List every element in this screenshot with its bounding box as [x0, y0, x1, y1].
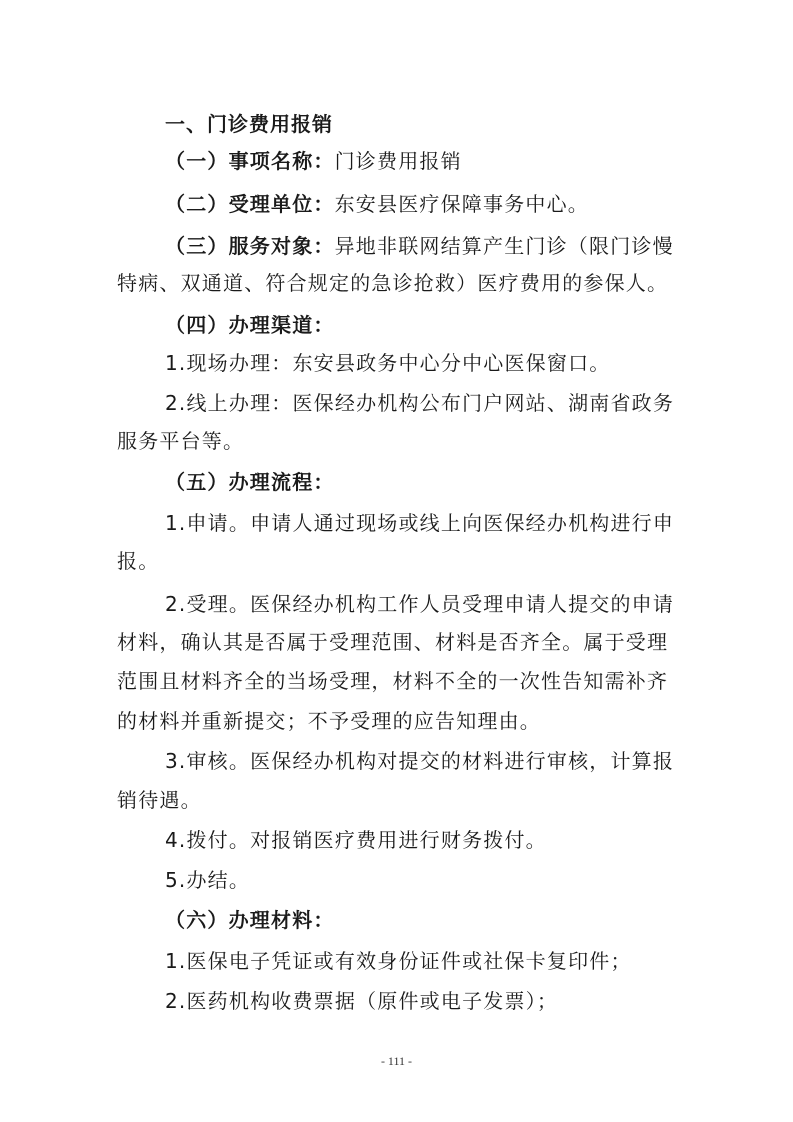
process-step-1: 1.申请。申请人通过现场或线上向医保经办机构进行申	[165, 511, 675, 535]
accepting-unit-line	[165, 191, 589, 217]
service-target-label: （三）服务对象：	[165, 234, 335, 258]
service-target-continuation: 特病、双通道、符合规定的急诊抢救）医疗费用的参保人。	[117, 271, 669, 295]
item-name-line	[165, 148, 462, 174]
process-step-4: 4.拨付。对报销医疗费用进行财务拨付。	[165, 828, 547, 852]
materials-item-1: 1.医保电子凭证或有效身份证件或社保卡复印件；	[165, 949, 632, 973]
channels-item-2-continuation: 服务平台等。	[117, 429, 245, 453]
accepting-unit-label: （二）受理单位：	[165, 192, 335, 216]
channels-item-1: 1.现场办理：东安县政务中心分中心医保窗口。	[165, 351, 611, 375]
channels-label: （四）办理渠道：	[165, 313, 335, 337]
item-name-label: （一）事项名称：	[165, 149, 335, 173]
process-step-2-continuation-2: 范围且材料齐全的当场受理，材料不全的一次性告知需补齐	[117, 669, 669, 693]
materials-item-2: 2.医药机构收费票据（原件或电子发票）；	[165, 989, 559, 1013]
channels-item-2: 2.线上办理：医保经办机构公布门户网站、湖南省政务	[165, 391, 675, 415]
process-step-3: 3.审核。医保经办机构对提交的材料进行审核，计算报	[165, 749, 675, 773]
section-title: 一、门诊费用报销	[165, 112, 333, 136]
process-step-2: 2.受理。医保经办机构工作人员受理申请人提交的申请	[165, 592, 675, 616]
service-target-line	[165, 233, 674, 259]
accepting-unit-value: 东安县医疗保障事务中心。	[334, 192, 590, 216]
page-number: - 111 -	[380, 1054, 413, 1068]
process-step-2-continuation-3: 的材料并重新提交；不予受理的应告知理由。	[117, 709, 541, 733]
process-label: （五）办理流程：	[165, 470, 335, 494]
process-step-5: 5.办结。	[165, 868, 251, 892]
process-step-1-continuation: 报。	[117, 549, 160, 573]
process-step-3-continuation: 销待遇。	[117, 788, 202, 812]
process-step-2-continuation-1: 材料，确认其是否属于受理范围、材料是否齐全。属于受理	[117, 630, 669, 654]
materials-label: （六）办理材料：	[165, 908, 335, 932]
item-name-value: 门诊费用报销	[334, 149, 462, 173]
service-target-value: 异地非联网结算产生门诊（限门诊慢	[334, 234, 674, 258]
